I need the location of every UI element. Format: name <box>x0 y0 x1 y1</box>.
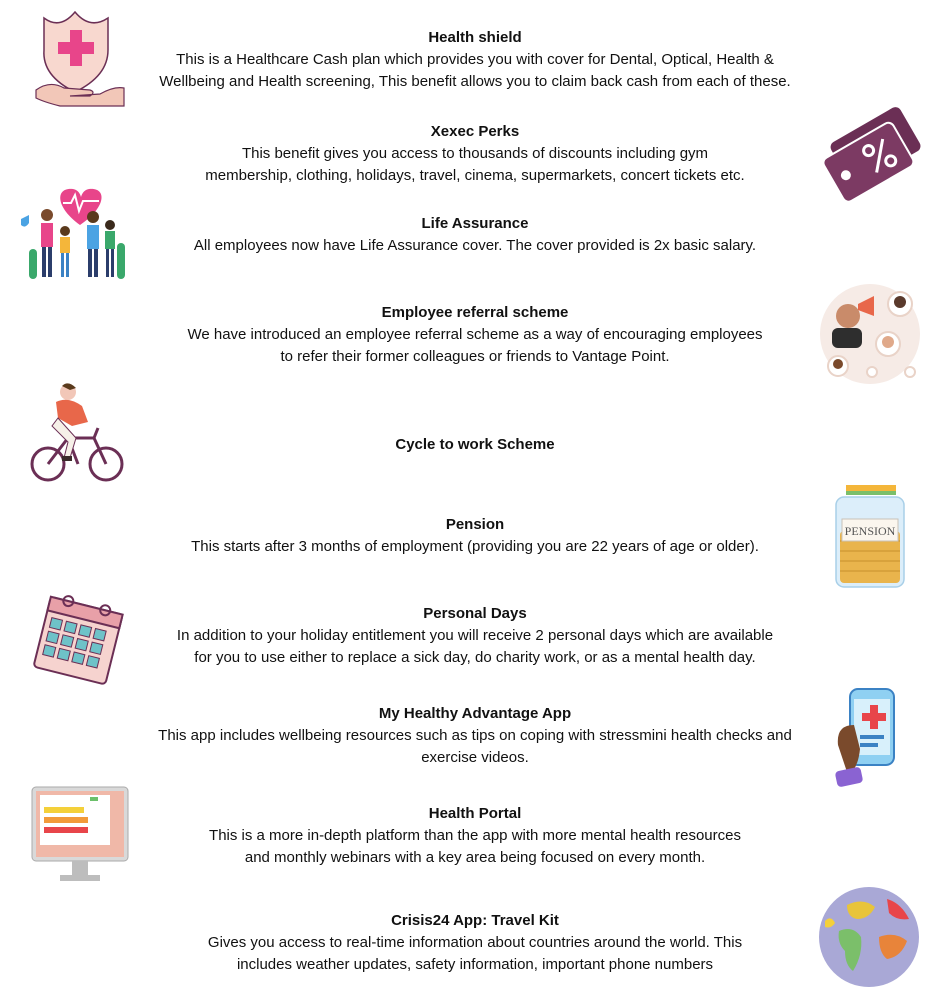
shield-hand-icon <box>30 10 130 110</box>
benefit-personal-days <box>130 603 820 669</box>
benefit-description: This is a more in-depth platform than the app with more mental health resources <box>209 827 741 844</box>
benefit-description: for you to use either to replace a sick day, do charity work, or as a mental health day. <box>194 649 756 666</box>
benefit-description: exercise videos. <box>421 749 529 766</box>
benefit-description: This app includes wellbeing resources such as tips on coping with stressmini health checks and <box>158 727 792 744</box>
referral-people-icon <box>818 282 923 387</box>
benefit-title: Pension <box>445 516 505 533</box>
benefit-health-shield <box>130 27 820 93</box>
benefit-title: Crisis24 App: Travel Kit <box>391 912 559 929</box>
benefit-description: Gives you access to real-time information about countries around the world. This <box>207 934 743 951</box>
benefit-description: to refer their former colleagues or friends to Vantage Point. <box>280 348 670 365</box>
benefit-title: My Healthy Advantage App <box>378 705 572 722</box>
benefit-description: membership, clothing, holidays, travel, cinema, supermarkets, concert tickets etc. <box>205 167 745 184</box>
benefit-cycle-to-work <box>130 434 820 456</box>
benefit-description: includes weather updates, safety information, important phone numbers <box>236 956 714 973</box>
benefit-description: This benefit gives you access to thousands of discounts including gym <box>241 145 709 162</box>
benefit-title: Xexec Perks <box>430 123 520 140</box>
benefit-crisis24-app <box>130 910 820 976</box>
benefit-title: Cycle to work Scheme <box>395 436 555 453</box>
benefit-description: We have introduced an employee referral scheme as a way of encouraging employees <box>187 326 763 343</box>
benefit-health-portal <box>130 803 820 869</box>
pension-jar-icon <box>832 485 907 590</box>
globe-icon <box>817 885 922 990</box>
benefit-title: Health shield <box>428 29 522 46</box>
benefit-employee-referral <box>130 302 820 368</box>
benefit-description: Wellbeing and Health screening, This benefit allows you to claim back cash from each of these. <box>159 73 791 90</box>
benefit-title: Health Portal <box>428 805 522 822</box>
benefit-description: and monthly webinars with a key area being focused on every month. <box>244 849 706 866</box>
benefit-title: Personal Days <box>423 605 527 622</box>
phone-app-icon <box>830 685 910 790</box>
benefit-description: All employees now have Life Assurance cover. The cover provided is 2x basic salary. <box>193 237 757 254</box>
family-heart-icon <box>15 185 135 285</box>
computer-monitor-icon <box>30 783 130 888</box>
benefit-description: In addition to your holiday entitlement you will receive 2 personal days which are available <box>176 627 774 644</box>
benefit-healthy-advantage-app <box>130 703 820 769</box>
jar-label: PENSION <box>844 524 896 538</box>
benefit-description: This starts after 3 months of employment (providing you are 22 years of age or older). <box>191 538 759 555</box>
benefit-pension <box>130 514 820 558</box>
calendar-icon <box>30 585 130 690</box>
discount-tag-icon <box>815 104 925 204</box>
benefit-title: Life Assurance <box>421 215 529 232</box>
benefit-description: This is a Healthcare Cash plan which provides you with cover for Dental, Optical, Health & <box>176 51 774 68</box>
benefit-life-assurance <box>130 213 820 257</box>
bicycle-rider-icon <box>28 382 128 487</box>
benefit-title: Employee referral scheme <box>381 304 569 321</box>
benefit-xexec-perks <box>130 121 820 187</box>
